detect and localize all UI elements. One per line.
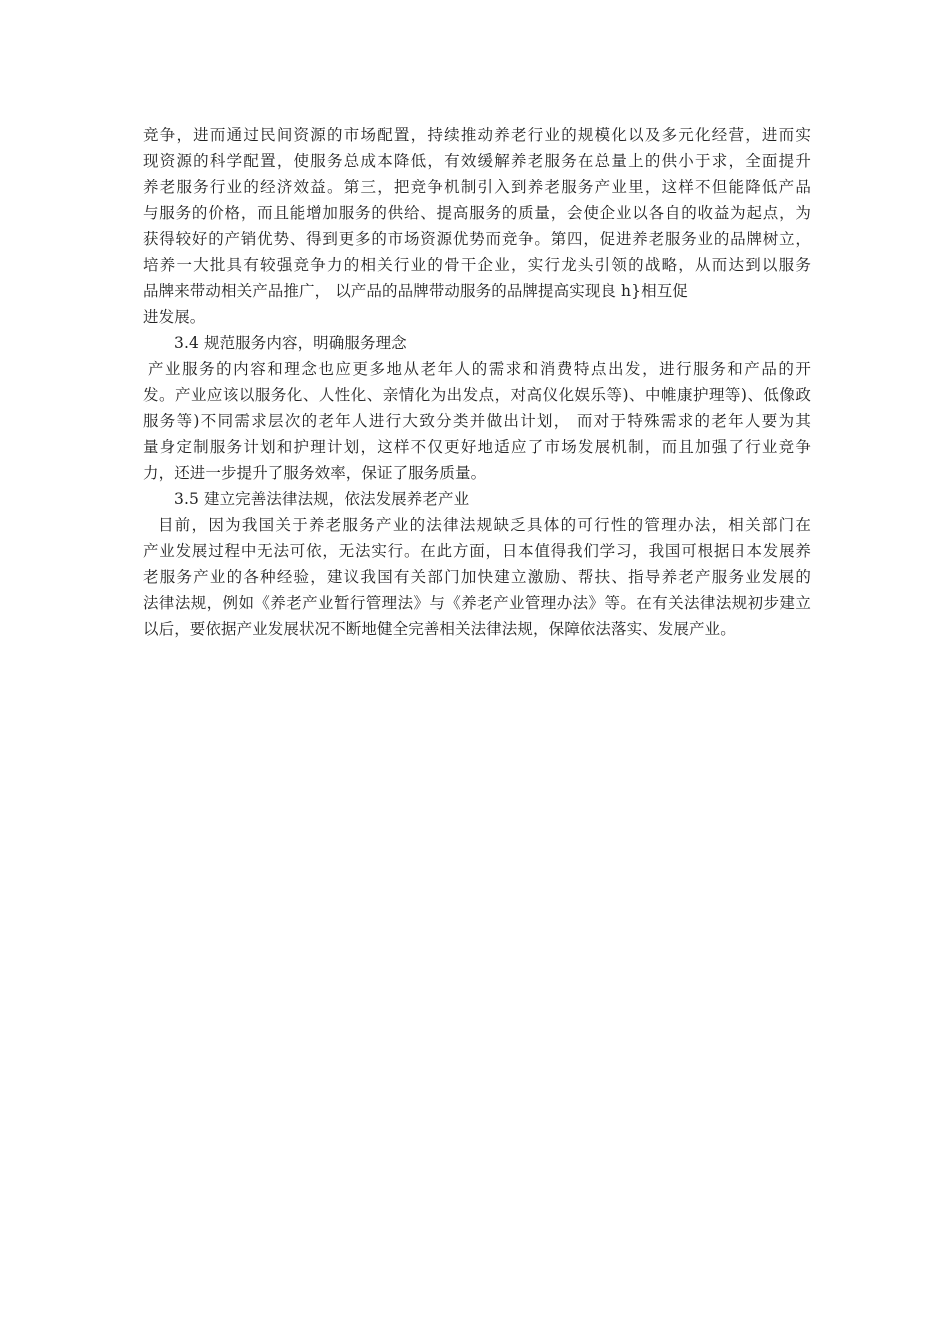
section-heading-3-4: 3.4 规范服务内容，明确服务理念: [174, 334, 407, 352]
text-line: 服务等)不同需求层次的老年人进行大致分类并做出计划， 而对于特殊需求的老年人要为其: [143, 412, 811, 430]
text-line: 进发展。: [143, 308, 206, 326]
text-line: 产业服务的内容和理念也应更多地从老年人的需求和消费特点出发，进行服务和产品的开: [148, 360, 811, 378]
text-line: 与服务的价格，而且能增加服务的供给、提高服务的质量，会使企业以各自的收益为起点，为: [143, 204, 811, 222]
text-line: 量身定制服务计划和护理计划，这样不仅更好地适应了市场发展机制，而且加强了行业竞争: [143, 438, 811, 456]
text-line: 力，还进一步提升了服务效率，保证了服务质量。: [143, 464, 487, 482]
paragraph-laws: [143, 512, 811, 642]
text-line: 以后，要依据产业发展状况不断地健全完善相关法律法规，保障依法落实、发展产业。: [143, 620, 736, 638]
paragraph-service-content: [143, 356, 811, 486]
text-line: 品牌来带动相关产品推广， 以产品的品牌带动服务的品牌提高实现良 h}相互促: [143, 282, 688, 300]
text-line: 法律法规，例如《养老产业暂行管理法》与《养老产业管理办法》等。在有关法律法规初步建立: [143, 594, 811, 612]
section-heading-3-5: 3.5 建立完善法律法规，依法发展养老产业: [174, 490, 470, 508]
text-line: 发。产业应该以服务化、人性化、亲情化为出发点，对高仪化娱乐等)、中帷康护理等)、低像政: [143, 386, 811, 404]
text-line: 现资源的科学配置，使服务总成本降低，有效缓解养老服务在总量上的供小于求，全面提升: [143, 152, 811, 170]
document-body: [143, 122, 811, 642]
text-line: 竞争，进而通过民间资源的市场配置，持续推动养老行业的规模化以及多元化经营，进而实: [143, 126, 811, 144]
text-line: 获得较好的产销优势、得到更多的市场资源优势而竞争。第四，促进养老服务业的品牌树立，: [143, 230, 811, 248]
text-line: 培养一大批具有较强竞争力的相关行业的骨干企业，实行龙头引领的战略，从而达到以服务: [143, 256, 811, 274]
text-line: 产业发展过程中无法可依，无法实行。在此方面，日本值得我们学习，我国可根据日本发展养: [143, 542, 811, 560]
text-line: 目前，因为我国关于养老服务产业的法律法规缺乏具体的可行性的管理办法，相关部门在: [158, 516, 811, 534]
text-line: 老服务产业的各种经验，建议我国有关部门加快建立激励、帮扶、指导养老产服务业发展的: [143, 568, 811, 586]
text-line: 养老服务行业的经济效益。第三，把竞争机制引入到养老服务产业里，这样不但能降低产品: [143, 178, 811, 196]
paragraph-competition: [143, 122, 811, 330]
